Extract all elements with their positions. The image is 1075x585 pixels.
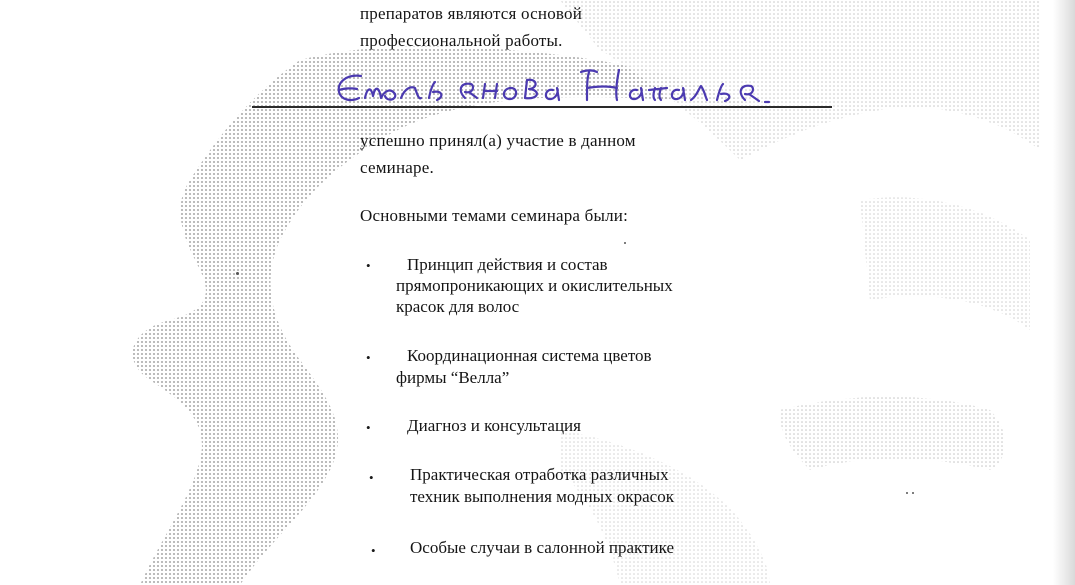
- participation-line-2: семинаре.: [360, 158, 434, 177]
- scan-speck: [912, 492, 914, 494]
- topic-2-line-2: фирмы “Велла”: [396, 368, 510, 387]
- intro-line-1: препаратов являются основой: [360, 4, 583, 23]
- scan-edge-shadow: [1053, 0, 1075, 585]
- topic-3-line-1: Диагноз и консультация: [407, 416, 581, 435]
- list-bullet: •: [366, 420, 371, 435]
- scan-speck: [906, 492, 908, 494]
- intro-line-2: профессиональной работы.: [360, 31, 563, 50]
- scan-speck: [236, 272, 239, 275]
- list-bullet: •: [366, 258, 371, 273]
- topic-1-line-2: прямопроникающих и окислительных: [396, 276, 673, 295]
- topic-2-line-1: Координационная система цветов: [407, 346, 652, 365]
- handwritten-name-signature: [325, 58, 795, 118]
- topic-4-line-1: Практическая отработка различных: [410, 465, 669, 484]
- scan-speck: [624, 242, 626, 244]
- topic-1-line-3: красок для волос: [396, 297, 520, 316]
- topics-heading: Основными темами семинара были:: [360, 206, 629, 225]
- participation-line-1: успешно принял(а) участие в данном: [360, 131, 636, 150]
- topic-5-line-1: Особые случаи в салонной практике: [410, 538, 674, 557]
- list-bullet: •: [366, 350, 371, 365]
- topic-4-line-2: техник выполнения модных окрасок: [410, 487, 674, 506]
- list-bullet: •: [371, 543, 376, 558]
- signature-underline: [252, 106, 832, 108]
- list-bullet: •: [369, 470, 374, 485]
- topic-1-line-1: Принцип действия и состав: [407, 255, 608, 274]
